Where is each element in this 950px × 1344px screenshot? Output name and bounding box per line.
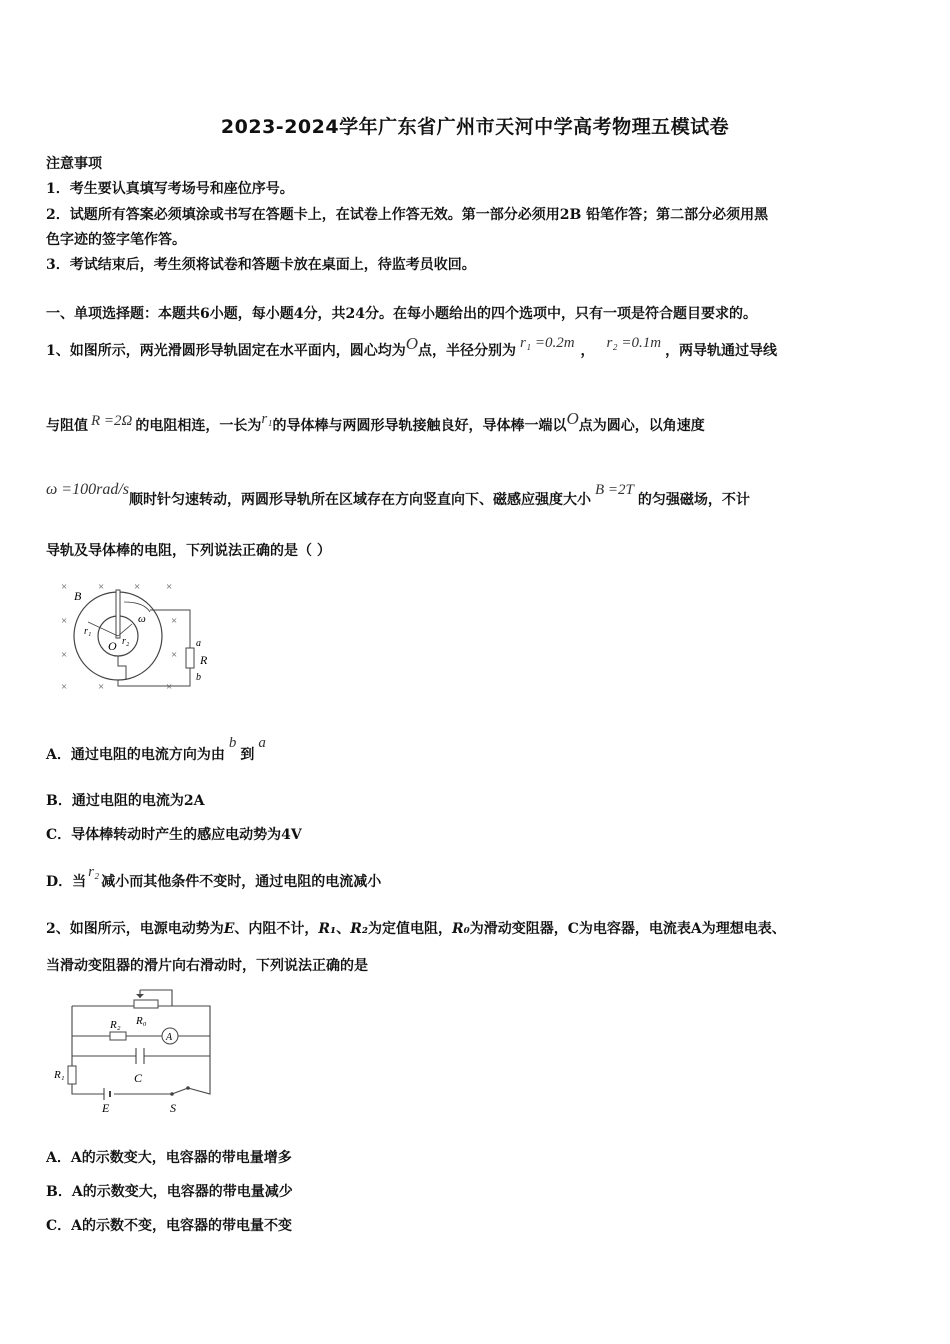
wire — [72, 1006, 104, 1094]
resistor-R1 — [68, 1066, 76, 1084]
cross-mark: × — [171, 615, 178, 627]
cross-mark: × — [98, 581, 105, 593]
q1-line-2: 与阻值 R =2Ω 的电阻相连，一长为r₁的导体棒与两圆形导轨接触良好，导体棒一端以O点为圆心，以角速度 — [46, 409, 705, 434]
slider-arrow — [136, 994, 144, 998]
label-R2: R₂ — [110, 1019, 121, 1031]
math-r1: r₁ — [261, 411, 273, 427]
q1-option-A[interactable]: A．通过电阻的电流方向为由b到a — [46, 735, 266, 763]
notice-item: 3．考试结束后，考生须将试卷和答题卡放在桌面上，待监考员收回。 — [46, 257, 476, 273]
q1-option-B[interactable]: B．通过电阻的电流为2A — [46, 793, 205, 809]
label-r1: r₁ — [84, 626, 92, 637]
label-a: a — [196, 638, 201, 649]
resistor-R0 — [134, 1000, 158, 1008]
math-O: O — [405, 334, 419, 353]
page-title: 2023-2024学年广东省广州市天河中学高考物理五模试卷 — [220, 116, 730, 138]
q1-option-C[interactable]: C．导体棒转动时产生的感应电动势为4V — [46, 827, 302, 843]
r1-line — [88, 622, 118, 636]
q1-line-3: ω =100rad/s顺时针匀速转动，两圆形导轨所在区域存在方向竖直向下、磁感应强度大小B =2T的匀强磁场，不计 — [46, 481, 750, 508]
math-a: a — [258, 735, 266, 751]
cross-mark: × — [61, 615, 68, 627]
label-O: O — [108, 639, 117, 653]
q2-line-1: 2、如图所示，电源电动势为E、内阻不计，R₁、R₂为定值电阻，R₀为滑动变阻器，C为电容器，电流表A为理想电表、 — [46, 921, 786, 937]
label-omega: ω — [138, 613, 146, 625]
q1-option-D[interactable]: D．当r₂减小而其他条件不变时，通过电阻的电流减小 — [46, 864, 382, 890]
label-E: E — [102, 1101, 110, 1115]
label-S: S — [170, 1101, 176, 1115]
q2-line-2: 当滑动变阻器的滑片向右滑动时，下列说法正确的是 — [46, 958, 368, 974]
math-r1: r₁ =0.2m — [520, 335, 575, 351]
q1-circuit-figure — [46, 572, 226, 704]
switch-contact — [170, 1092, 174, 1096]
label-A: A — [166, 1032, 173, 1043]
math-B: B =2T — [595, 482, 634, 498]
math-b: b — [228, 735, 237, 751]
section-heading: 一、单项选择题：本题共6小题，每小题4分，共24分。在每小题给出的四个选项中，只有一项是符合题目要求的。 — [46, 306, 757, 322]
rotation-arrow — [124, 602, 150, 612]
q2-option-C[interactable]: C．A的示数不变，电容器的带电量不变 — [46, 1218, 293, 1234]
math-r2: r₂ — [88, 864, 100, 880]
label-r2: r₂ — [122, 636, 130, 647]
math-O: O — [566, 409, 579, 428]
cross-mark: × — [61, 649, 68, 661]
cross-mark: × — [98, 681, 105, 693]
notice-item: 2．试题所有答案必须填涂或书写在答题卡上，在试卷上作答无效。第一部分必须用2B 铅笔作答；第二部分必须用黑 — [46, 207, 769, 223]
label-B: B — [74, 589, 82, 603]
switch-lever — [172, 1088, 188, 1094]
resistor-R — [186, 648, 194, 668]
wire — [118, 656, 126, 680]
cross-mark: × — [166, 681, 173, 693]
math-r2: r₂ =0.1m — [606, 335, 662, 351]
label-R: R — [200, 653, 208, 667]
cross-mark: × — [61, 681, 68, 693]
label-R1: R₁ — [54, 1069, 65, 1081]
notice-heading: 注意事项 — [46, 156, 102, 172]
wire — [118, 610, 190, 686]
q2-circuit-figure — [54, 984, 216, 1118]
label-C: C — [134, 1071, 143, 1085]
notice-item: 色字迹的签字笔作答。 — [46, 232, 186, 248]
conductor-rod — [116, 590, 120, 638]
switch-contact — [186, 1086, 190, 1090]
math-omega: ω =100rad/s — [46, 481, 129, 498]
math-R: R =2Ω — [91, 413, 133, 429]
resistor-R2 — [110, 1032, 126, 1040]
label-R0: R₀ — [136, 1015, 147, 1027]
q2-option-A[interactable]: A．A的示数变大，电容器的带电量增多 — [46, 1150, 292, 1166]
cross-mark: × — [134, 581, 141, 593]
q1-line-1: 1、如图所示，两光滑圆形导轨固定在水平面内，圆心均为O点，半径分别为 r₁ =0.2m ， r₂ =0.1m ，两导轨通过导线 — [46, 334, 778, 359]
notice-item: 1．考生要认真填写考场号和座位序号。 — [46, 181, 294, 197]
cross-mark: × — [61, 581, 68, 593]
cross-mark: × — [171, 649, 178, 661]
cross-mark: × — [166, 581, 173, 593]
q1-line-4: 导轨及导体棒的电阻，下列说法正确的是（ ） — [46, 543, 331, 559]
label-b: b — [196, 672, 201, 683]
q2-option-B[interactable]: B．A的示数变大，电容器的带电量减少 — [46, 1184, 293, 1200]
